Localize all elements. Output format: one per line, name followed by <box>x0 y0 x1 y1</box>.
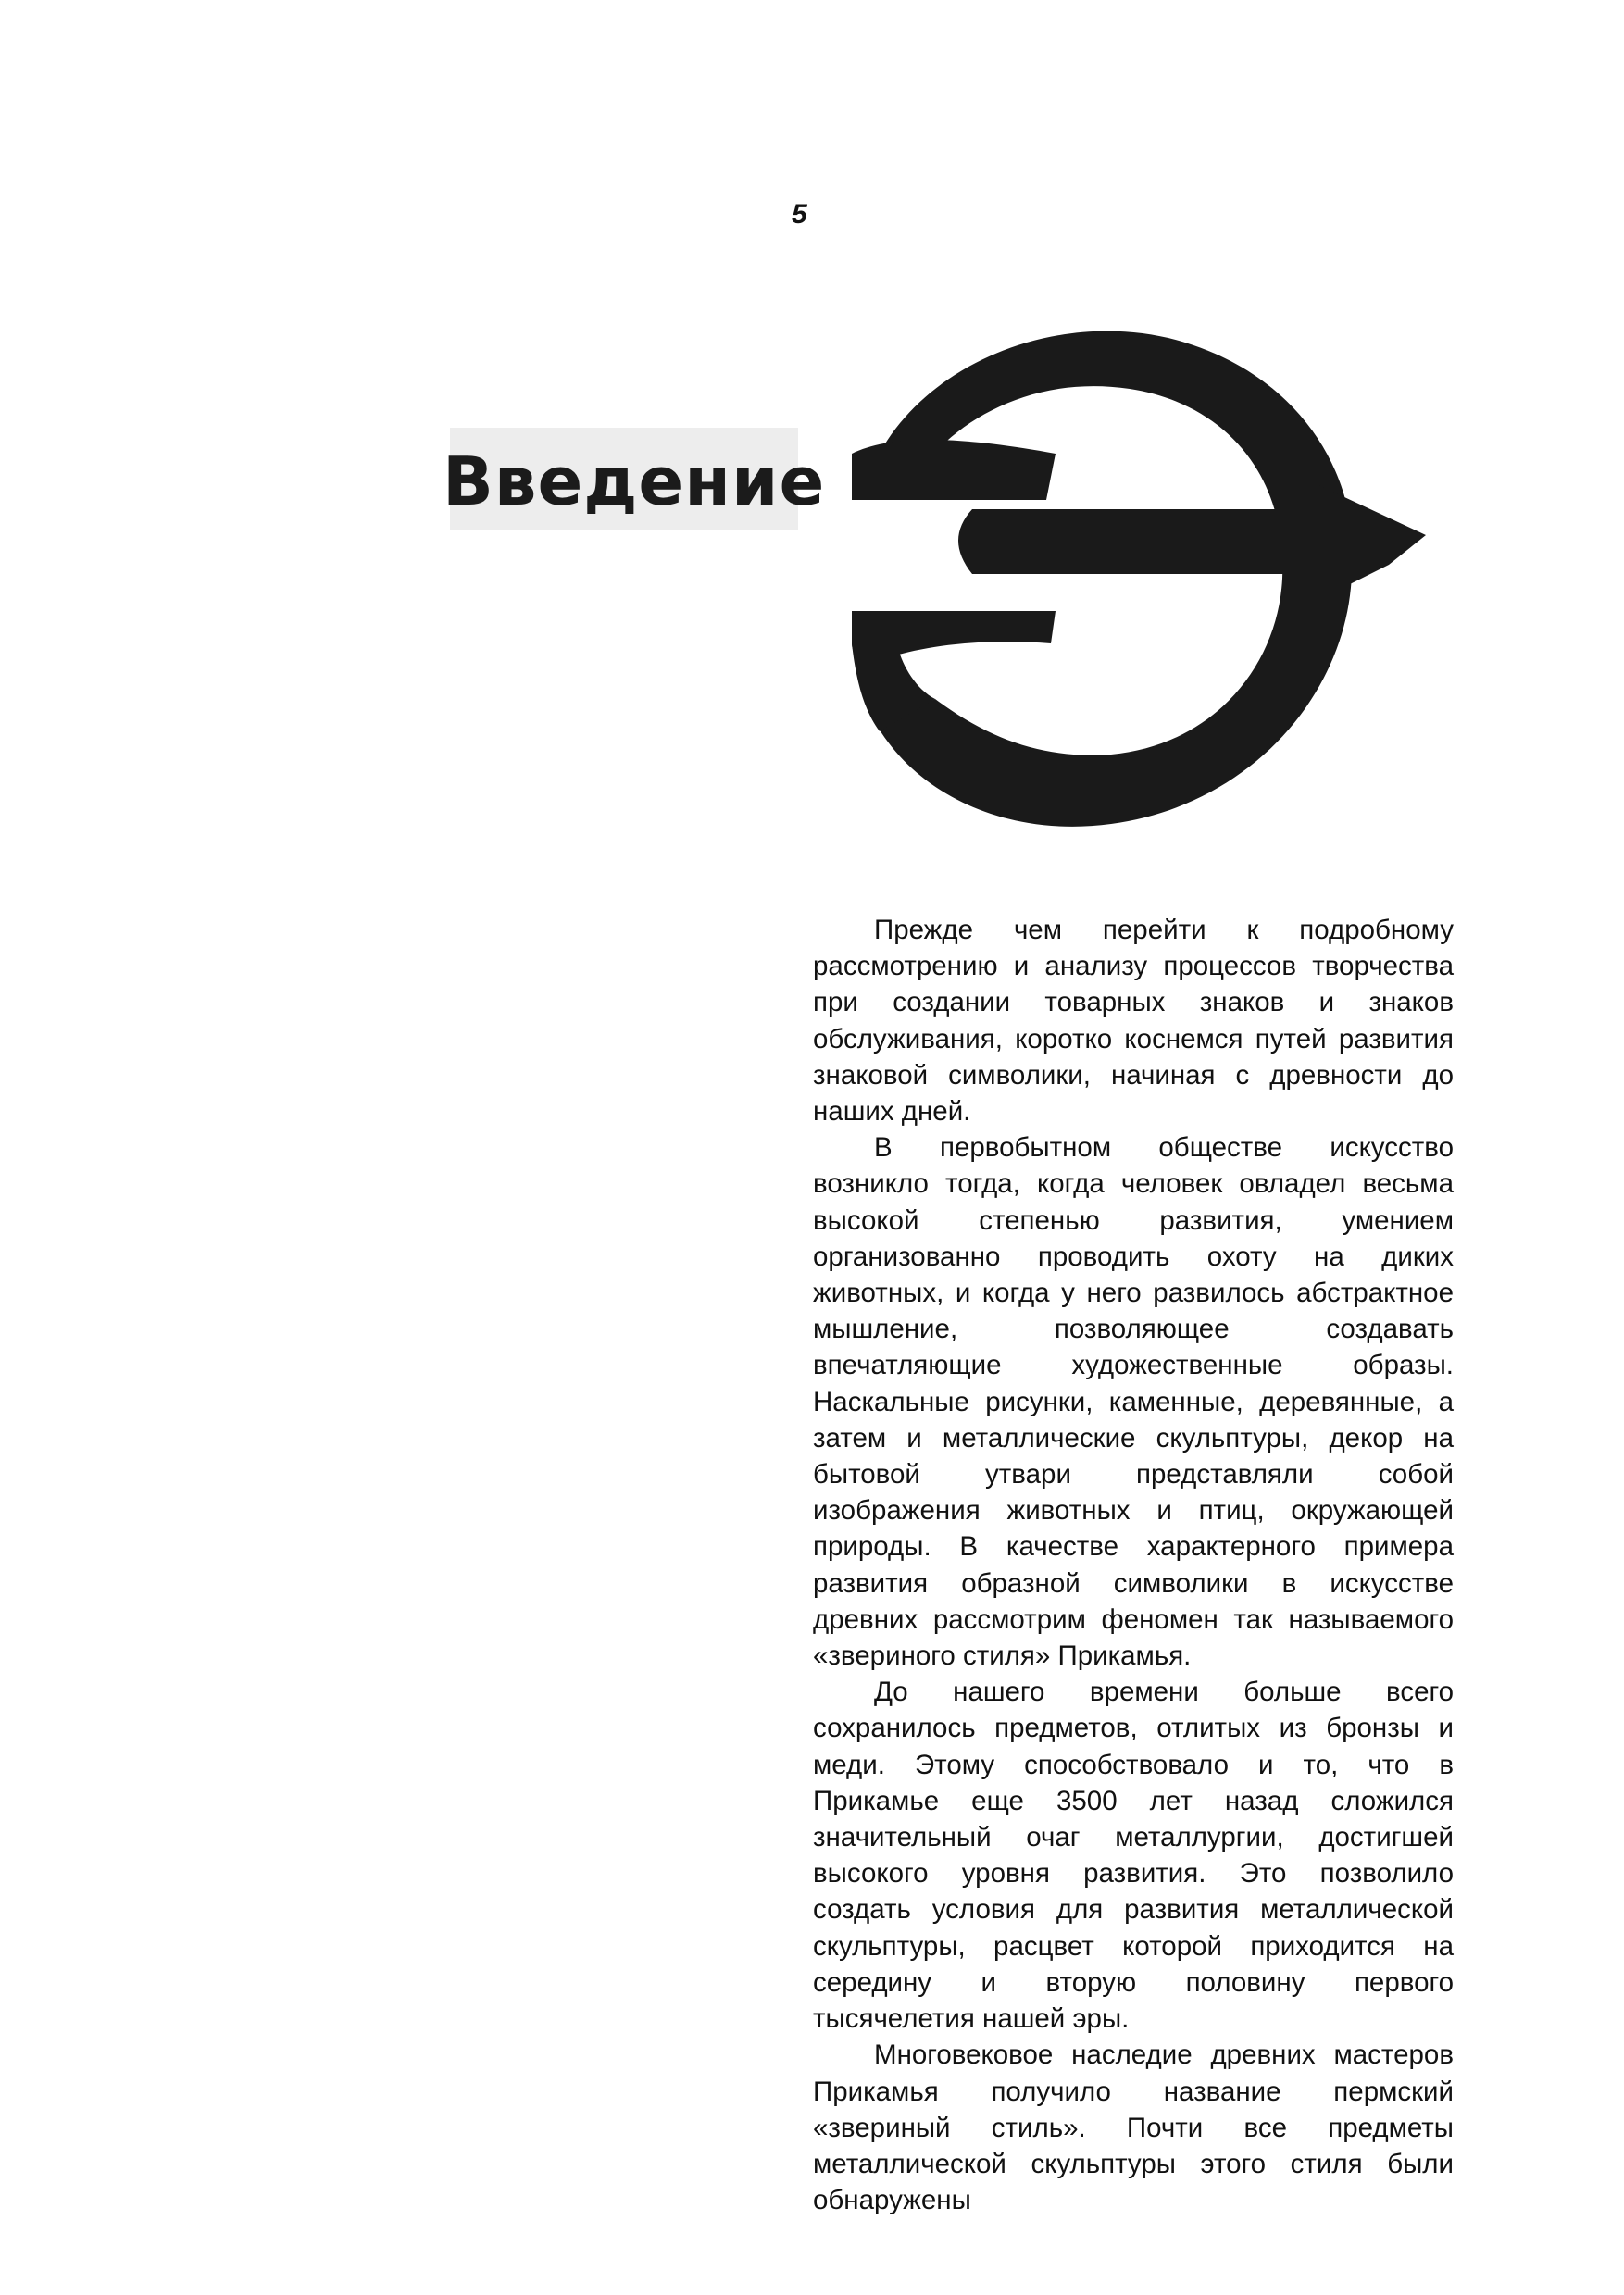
paragraph: Многовековое наследие древних мастеров Прикамья получило название пермский «звериный стиль». Почти все предметы металлической скульптуры этого стиля были обнаружены <box>813 2039 1454 2216</box>
paragraph: В первобытном обществе искусство возникло тогда, когда человек овладел весьма высокой степенью развития, умением организованно проводить охоту на диких животных, и когда у него развилось абстрактное мышление, позволяющее создавать впечатляющие художественные образы. Наскальные рисунки, каменные, деревянные, а затем и металлические скульптуры, декор на бытовой утвари представляли собой изображения животных и птиц, окружающей природы. В качестве характерного примера развития образной символики в искусстве древних рассмотрим феномен так называемого «звериного стиля» Прикамья. <box>813 1132 1454 1672</box>
body-text <box>813 912 1454 2218</box>
page-number: 5 <box>792 199 807 230</box>
emblem-upper-prong <box>852 440 1056 500</box>
emblem-arrow-shaft <box>958 483 1426 602</box>
emblem-ring <box>870 331 1353 827</box>
paragraph: Прежде чем перейти к подробному рассмотрению и анализу процессов творчества при создании товарных знаков и знаков обслуживания, коротко коснемся путей развития знаковой символики, начиная с древности до наших дней. <box>813 915 1454 1128</box>
chapter-heading: Введение <box>443 443 826 520</box>
paragraph: До нашего времени больше всего сохранилось предметов, отлитых из бронзы и меди. Этому способствовало и то, что в Прикамье еще 3500 лет назад сложился значительный очаг металлургии, достигшей высокого уровня развития. Это позволило создать условия для развития металлической скульптуры, расцвет которой приходится на середину и вторую половину первого тысячелетия нашей эры. <box>813 1677 1454 2035</box>
stylized-e-arrow-icon <box>833 324 1463 852</box>
